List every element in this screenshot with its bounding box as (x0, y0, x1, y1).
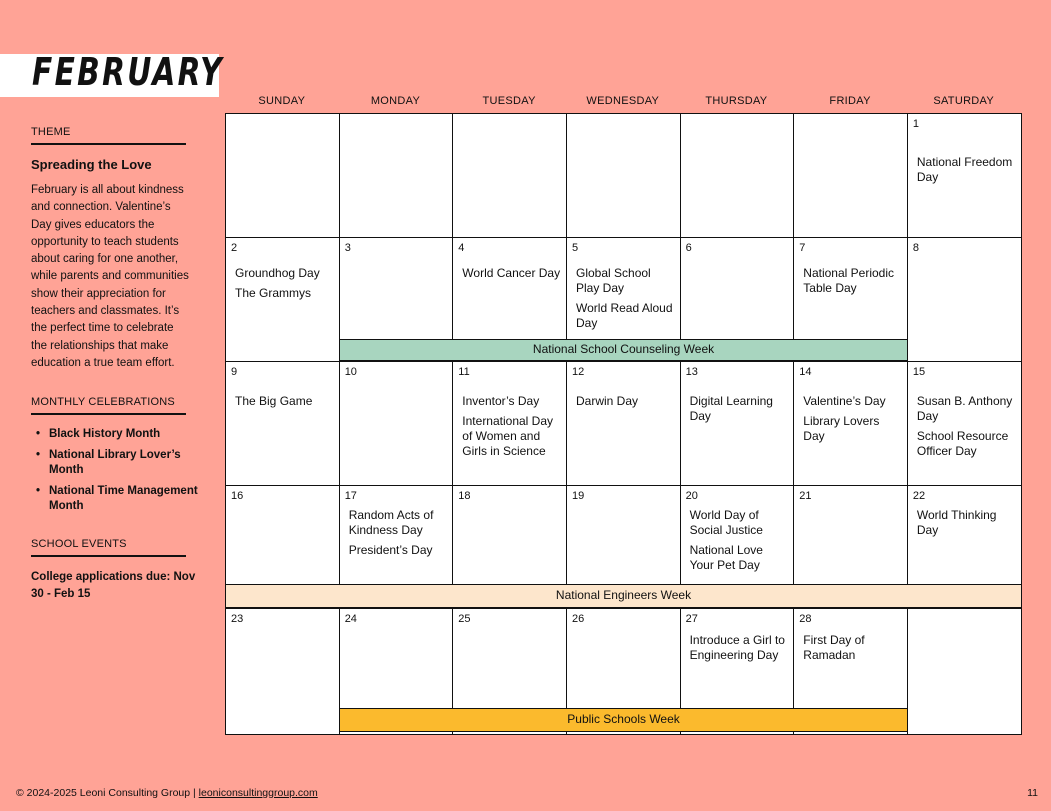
day-cell (680, 237, 795, 341)
day-number: 14 (799, 366, 812, 378)
divider (31, 413, 186, 415)
day-events (690, 633, 790, 668)
calendar-event: Groundhog Day (235, 266, 320, 280)
weekday-header: SATURDAY (933, 95, 995, 107)
day-events (917, 155, 1017, 190)
day-cell (339, 361, 454, 487)
day-number: 21 (799, 490, 812, 502)
observance-week-band: Public Schools Week (339, 708, 909, 732)
calendar-event: Global School Play Day (576, 266, 651, 295)
day-number: 4 (458, 242, 465, 254)
day-number: 25 (458, 613, 471, 625)
celebrations-label: MONTHLY CELEBRATIONS (31, 396, 175, 409)
calendar-event: World Day of Social Justice (689, 508, 763, 537)
copyright-text: © 2024-2025 Leoni Consulting Group | (16, 787, 199, 799)
calendar-event: World Read Aloud Day (576, 301, 673, 330)
calendar-event: National Freedom Day (916, 155, 1013, 184)
day-cell (680, 361, 795, 487)
day-number: 18 (458, 490, 471, 502)
day-cell (907, 361, 1022, 487)
day-cell (339, 485, 454, 586)
weekday-header: FRIDAY (829, 95, 871, 107)
day-events (349, 508, 449, 563)
day-number: 2 (231, 242, 238, 254)
day-events (803, 633, 903, 668)
day-cell (680, 485, 795, 586)
calendar-event: International Day of Women and Girls in Science (462, 414, 554, 458)
day-number: 28 (799, 613, 812, 625)
day-events (803, 266, 903, 301)
calendar-grid (225, 113, 1021, 733)
day-number: 22 (912, 490, 926, 502)
day-number: 17 (344, 490, 357, 502)
calendar-event: Introduce a Girl to Engineering Day (689, 633, 785, 662)
day-cell (566, 361, 681, 487)
weekday-header: MONDAY (370, 95, 421, 107)
day-cell (339, 113, 454, 239)
day-number: 19 (572, 490, 585, 502)
theme-description: February is all about kindness and connection. Valentine’s Day gives educators the opportunity to teach students about caring for one another, while parents and communities show their appreciation for teachers and classmates. It’s the perfect time to celebrate the relationships that make education a true team effort. (31, 184, 189, 369)
day-cell (452, 485, 567, 586)
celebration-item: • National Time Management Month (31, 484, 206, 514)
day-cell (793, 361, 908, 487)
calendar-event: President’s Day (348, 543, 433, 557)
day-events (690, 394, 790, 429)
weekday-header: THURSDAY (705, 95, 768, 107)
day-cell (452, 113, 567, 239)
day-cell (907, 485, 1022, 586)
day-events (690, 508, 790, 578)
weekday-header: WEDNESDAY (586, 95, 660, 107)
theme-title: Spreading the Love (31, 157, 152, 172)
day-cell (907, 608, 1022, 735)
divider (31, 143, 186, 145)
calendar-event: The Grammys (235, 286, 312, 300)
calendar-event: Library Lovers Day (803, 414, 880, 443)
celebration-item: • National Library Lover’s Month (31, 448, 206, 478)
day-number: 15 (912, 366, 926, 378)
divider (31, 555, 186, 557)
day-events (576, 266, 676, 336)
day-cell (566, 485, 681, 586)
calendar-event: First Day of Ramadan (803, 633, 865, 662)
day-number: 9 (231, 366, 238, 378)
day-number: 5 (572, 242, 579, 254)
celebration-item: • Black History Month (31, 427, 206, 442)
day-cell (793, 237, 908, 341)
footer-copyright (16, 787, 318, 799)
theme-label: THEME (31, 126, 71, 138)
observance-week-band: National Engineers Week (225, 584, 1022, 608)
day-cell (225, 485, 340, 586)
day-events (576, 394, 676, 414)
calendar-event: The Big Game (235, 394, 313, 408)
calendar-event: Valentine’s Day (803, 394, 886, 408)
calendar-event: National Periodic Table Day (803, 266, 895, 295)
school-events-text: College applications due: Nov 30 - Feb 15 (31, 571, 196, 601)
day-cell (566, 237, 681, 341)
day-cell (225, 608, 340, 735)
calendar-event: Random Acts of Kindness Day (348, 508, 434, 537)
calendar-event: School Resource Officer Day (916, 429, 1009, 458)
day-number: 1 (912, 118, 920, 130)
day-number: 20 (685, 490, 698, 502)
day-cell (793, 485, 908, 586)
day-number: 8 (912, 242, 920, 254)
events-label: SCHOOL EVENTS (31, 538, 127, 551)
day-events (235, 266, 335, 306)
day-cell (680, 113, 795, 239)
day-cell (225, 113, 340, 239)
observance-week-band: National School Counseling Week (339, 339, 909, 361)
day-number: 24 (344, 613, 357, 625)
day-events (917, 508, 1017, 543)
day-number: 16 (231, 490, 244, 502)
weekday-header-row (225, 95, 1020, 109)
website-link[interactable]: leoniconsultinggroup.com (198, 787, 318, 799)
calendar-event: Inventor’s Day (462, 394, 540, 408)
day-number: 12 (572, 366, 585, 378)
day-cell (907, 237, 1022, 363)
day-number: 26 (572, 613, 585, 625)
day-number: 7 (799, 242, 806, 254)
day-events (462, 394, 562, 464)
day-events (235, 394, 335, 414)
day-cell (566, 113, 681, 239)
calendar-event: Digital Learning Day (689, 394, 773, 423)
day-events (803, 394, 903, 449)
day-number: 13 (685, 366, 698, 378)
day-events (917, 394, 1017, 464)
calendar-event: National Love Your Pet Day (689, 543, 763, 572)
celebrations-list (31, 427, 206, 514)
calendar-event: World Cancer Day (462, 266, 561, 280)
calendar-event: World Thinking Day (916, 508, 997, 537)
day-cell (452, 361, 567, 487)
sidebar (31, 126, 206, 603)
day-cell (225, 361, 340, 487)
calendar-event: Susan B. Anthony Day (916, 394, 1013, 423)
day-number: 10 (344, 366, 357, 378)
weekday-header: TUESDAY (482, 95, 536, 107)
day-cell (225, 237, 340, 363)
month-title: FEBRUARY (32, 50, 224, 94)
weekday-header: SUNDAY (258, 95, 306, 107)
day-number: 11 (458, 366, 470, 378)
day-number: 27 (685, 613, 698, 625)
day-events (462, 266, 562, 286)
day-number: 23 (231, 613, 244, 625)
day-number: 6 (685, 242, 692, 254)
month-title-box (0, 50, 224, 97)
day-number: 3 (344, 242, 351, 254)
day-cell (339, 237, 454, 341)
page-number: 11 (1027, 787, 1038, 799)
day-cell (907, 113, 1022, 239)
day-cell (793, 113, 908, 239)
calendar-event: Darwin Day (576, 394, 639, 408)
day-cell (452, 237, 567, 341)
